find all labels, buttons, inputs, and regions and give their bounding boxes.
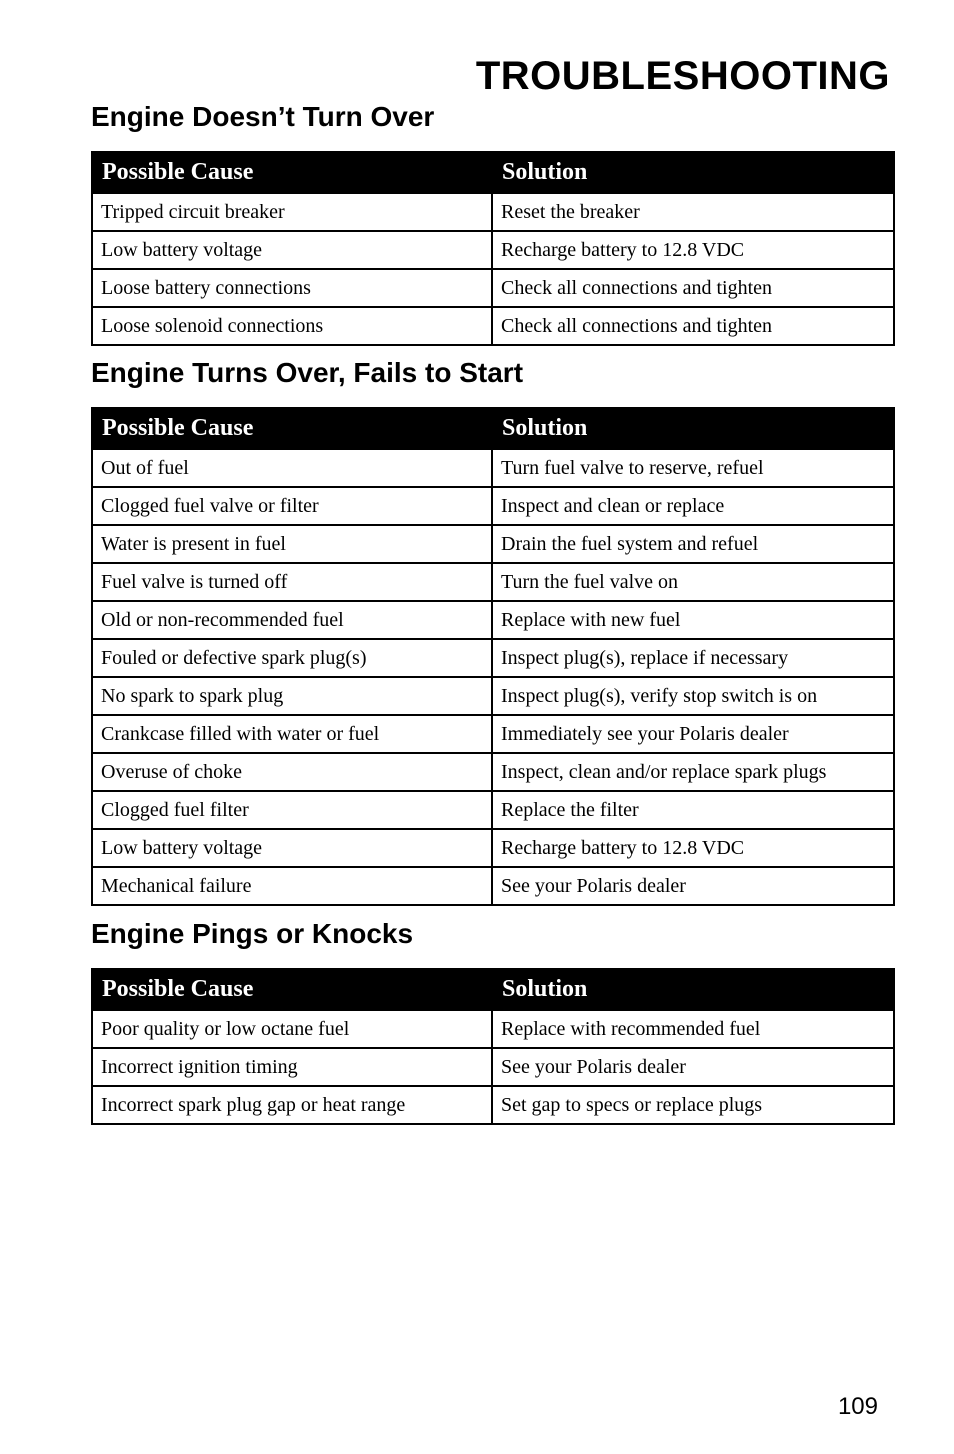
- troubleshooting-table: [91, 407, 895, 906]
- solution-cell: Turn the fuel valve on: [492, 563, 894, 601]
- cause-cell: Incorrect spark plug gap or heat range: [92, 1086, 492, 1124]
- solution-cell: Reset the breaker: [492, 193, 894, 231]
- column-header-solution: Solution: [492, 969, 894, 1010]
- cause-cell: Poor quality or low octane fuel: [92, 1010, 492, 1048]
- column-header-cause: Possible Cause: [92, 408, 492, 449]
- table-row: [92, 193, 894, 231]
- table-row: [92, 269, 894, 307]
- table-row: [92, 1086, 894, 1124]
- section-heading: Engine Turns Over, Fails to Start: [91, 357, 524, 388]
- cause-cell: Loose solenoid connections: [92, 307, 492, 345]
- cause-cell: Low battery voltage: [92, 829, 492, 867]
- cause-cell: Low battery voltage: [92, 231, 492, 269]
- cause-cell: Overuse of choke: [92, 753, 492, 791]
- column-header-cause: Possible Cause: [92, 969, 492, 1010]
- page-title: TROUBLESHOOTING: [475, 54, 890, 98]
- section-heading: Engine Doesn’t Turn Over: [91, 101, 435, 132]
- cause-cell: Out of fuel: [92, 449, 492, 487]
- solution-cell: Replace with recommended fuel: [492, 1010, 894, 1048]
- table-row: [92, 1010, 894, 1048]
- cause-cell: No spark to spark plug: [92, 677, 492, 715]
- table-row: [92, 487, 894, 525]
- solution-cell: See your Polaris dealer: [492, 1048, 894, 1086]
- table-row: [92, 449, 894, 487]
- cause-cell: Loose battery connections: [92, 269, 492, 307]
- solution-cell: Check all connections and tighten: [492, 269, 894, 307]
- section-engine-doesnt-turn-over: [91, 103, 893, 346]
- table-row: [92, 601, 894, 639]
- solution-cell: Set gap to specs or replace plugs: [492, 1086, 894, 1124]
- column-header-solution: Solution: [492, 408, 894, 449]
- cause-cell: Fouled or defective spark plug(s): [92, 639, 492, 677]
- cause-cell: Crankcase filled with water or fuel: [92, 715, 492, 753]
- solution-cell: Replace with new fuel: [492, 601, 894, 639]
- troubleshooting-table: [91, 151, 895, 346]
- cause-cell: Incorrect ignition timing: [92, 1048, 492, 1086]
- troubleshooting-table: [91, 968, 895, 1125]
- table-row: [92, 753, 894, 791]
- solution-cell: Inspect and clean or replace: [492, 487, 894, 525]
- table-row: [92, 307, 894, 345]
- cause-cell: Water is present in fuel: [92, 525, 492, 563]
- table-row: [92, 791, 894, 829]
- section-engine-pings-or-knocks: [91, 920, 893, 1125]
- table-row: [92, 525, 894, 563]
- table-row: [92, 231, 894, 269]
- table-row: [92, 867, 894, 905]
- cause-cell: Clogged fuel filter: [92, 791, 492, 829]
- solution-cell: Turn fuel valve to reserve, refuel: [492, 449, 894, 487]
- table-header-row: [92, 152, 894, 193]
- table-row: [92, 677, 894, 715]
- section-heading: Engine Pings or Knocks: [91, 918, 414, 949]
- table-header-row: [92, 408, 894, 449]
- cause-cell: Fuel valve is turned off: [92, 563, 492, 601]
- column-header-solution: Solution: [492, 152, 894, 193]
- section-engine-turns-over-fails-to-start: [91, 359, 893, 906]
- solution-cell: Immediately see your Polaris dealer: [492, 715, 894, 753]
- table-row: [92, 639, 894, 677]
- table-row: [92, 563, 894, 601]
- table-row: [92, 1048, 894, 1086]
- table-row: [92, 829, 894, 867]
- column-header-cause: Possible Cause: [92, 152, 492, 193]
- solution-cell: Check all connections and tighten: [492, 307, 894, 345]
- solution-cell: Replace the filter: [492, 791, 894, 829]
- table-row: [92, 715, 894, 753]
- solution-cell: Recharge battery to 12.8 VDC: [492, 829, 894, 867]
- solution-cell: Recharge battery to 12.8 VDC: [492, 231, 894, 269]
- cause-cell: Tripped circuit breaker: [92, 193, 492, 231]
- page-number: 109: [837, 1393, 878, 1420]
- solution-cell: See your Polaris dealer: [492, 867, 894, 905]
- cause-cell: Clogged fuel valve or filter: [92, 487, 492, 525]
- cause-cell: Old or non-recommended fuel: [92, 601, 492, 639]
- cause-cell: Mechanical failure: [92, 867, 492, 905]
- solution-cell: Inspect plug(s), replace if necessary: [492, 639, 894, 677]
- table-header-row: [92, 969, 894, 1010]
- solution-cell: Drain the fuel system and refuel: [492, 525, 894, 563]
- solution-cell: Inspect plug(s), verify stop switch is on: [492, 677, 894, 715]
- solution-cell: Inspect, clean and/or replace spark plugs: [492, 753, 894, 791]
